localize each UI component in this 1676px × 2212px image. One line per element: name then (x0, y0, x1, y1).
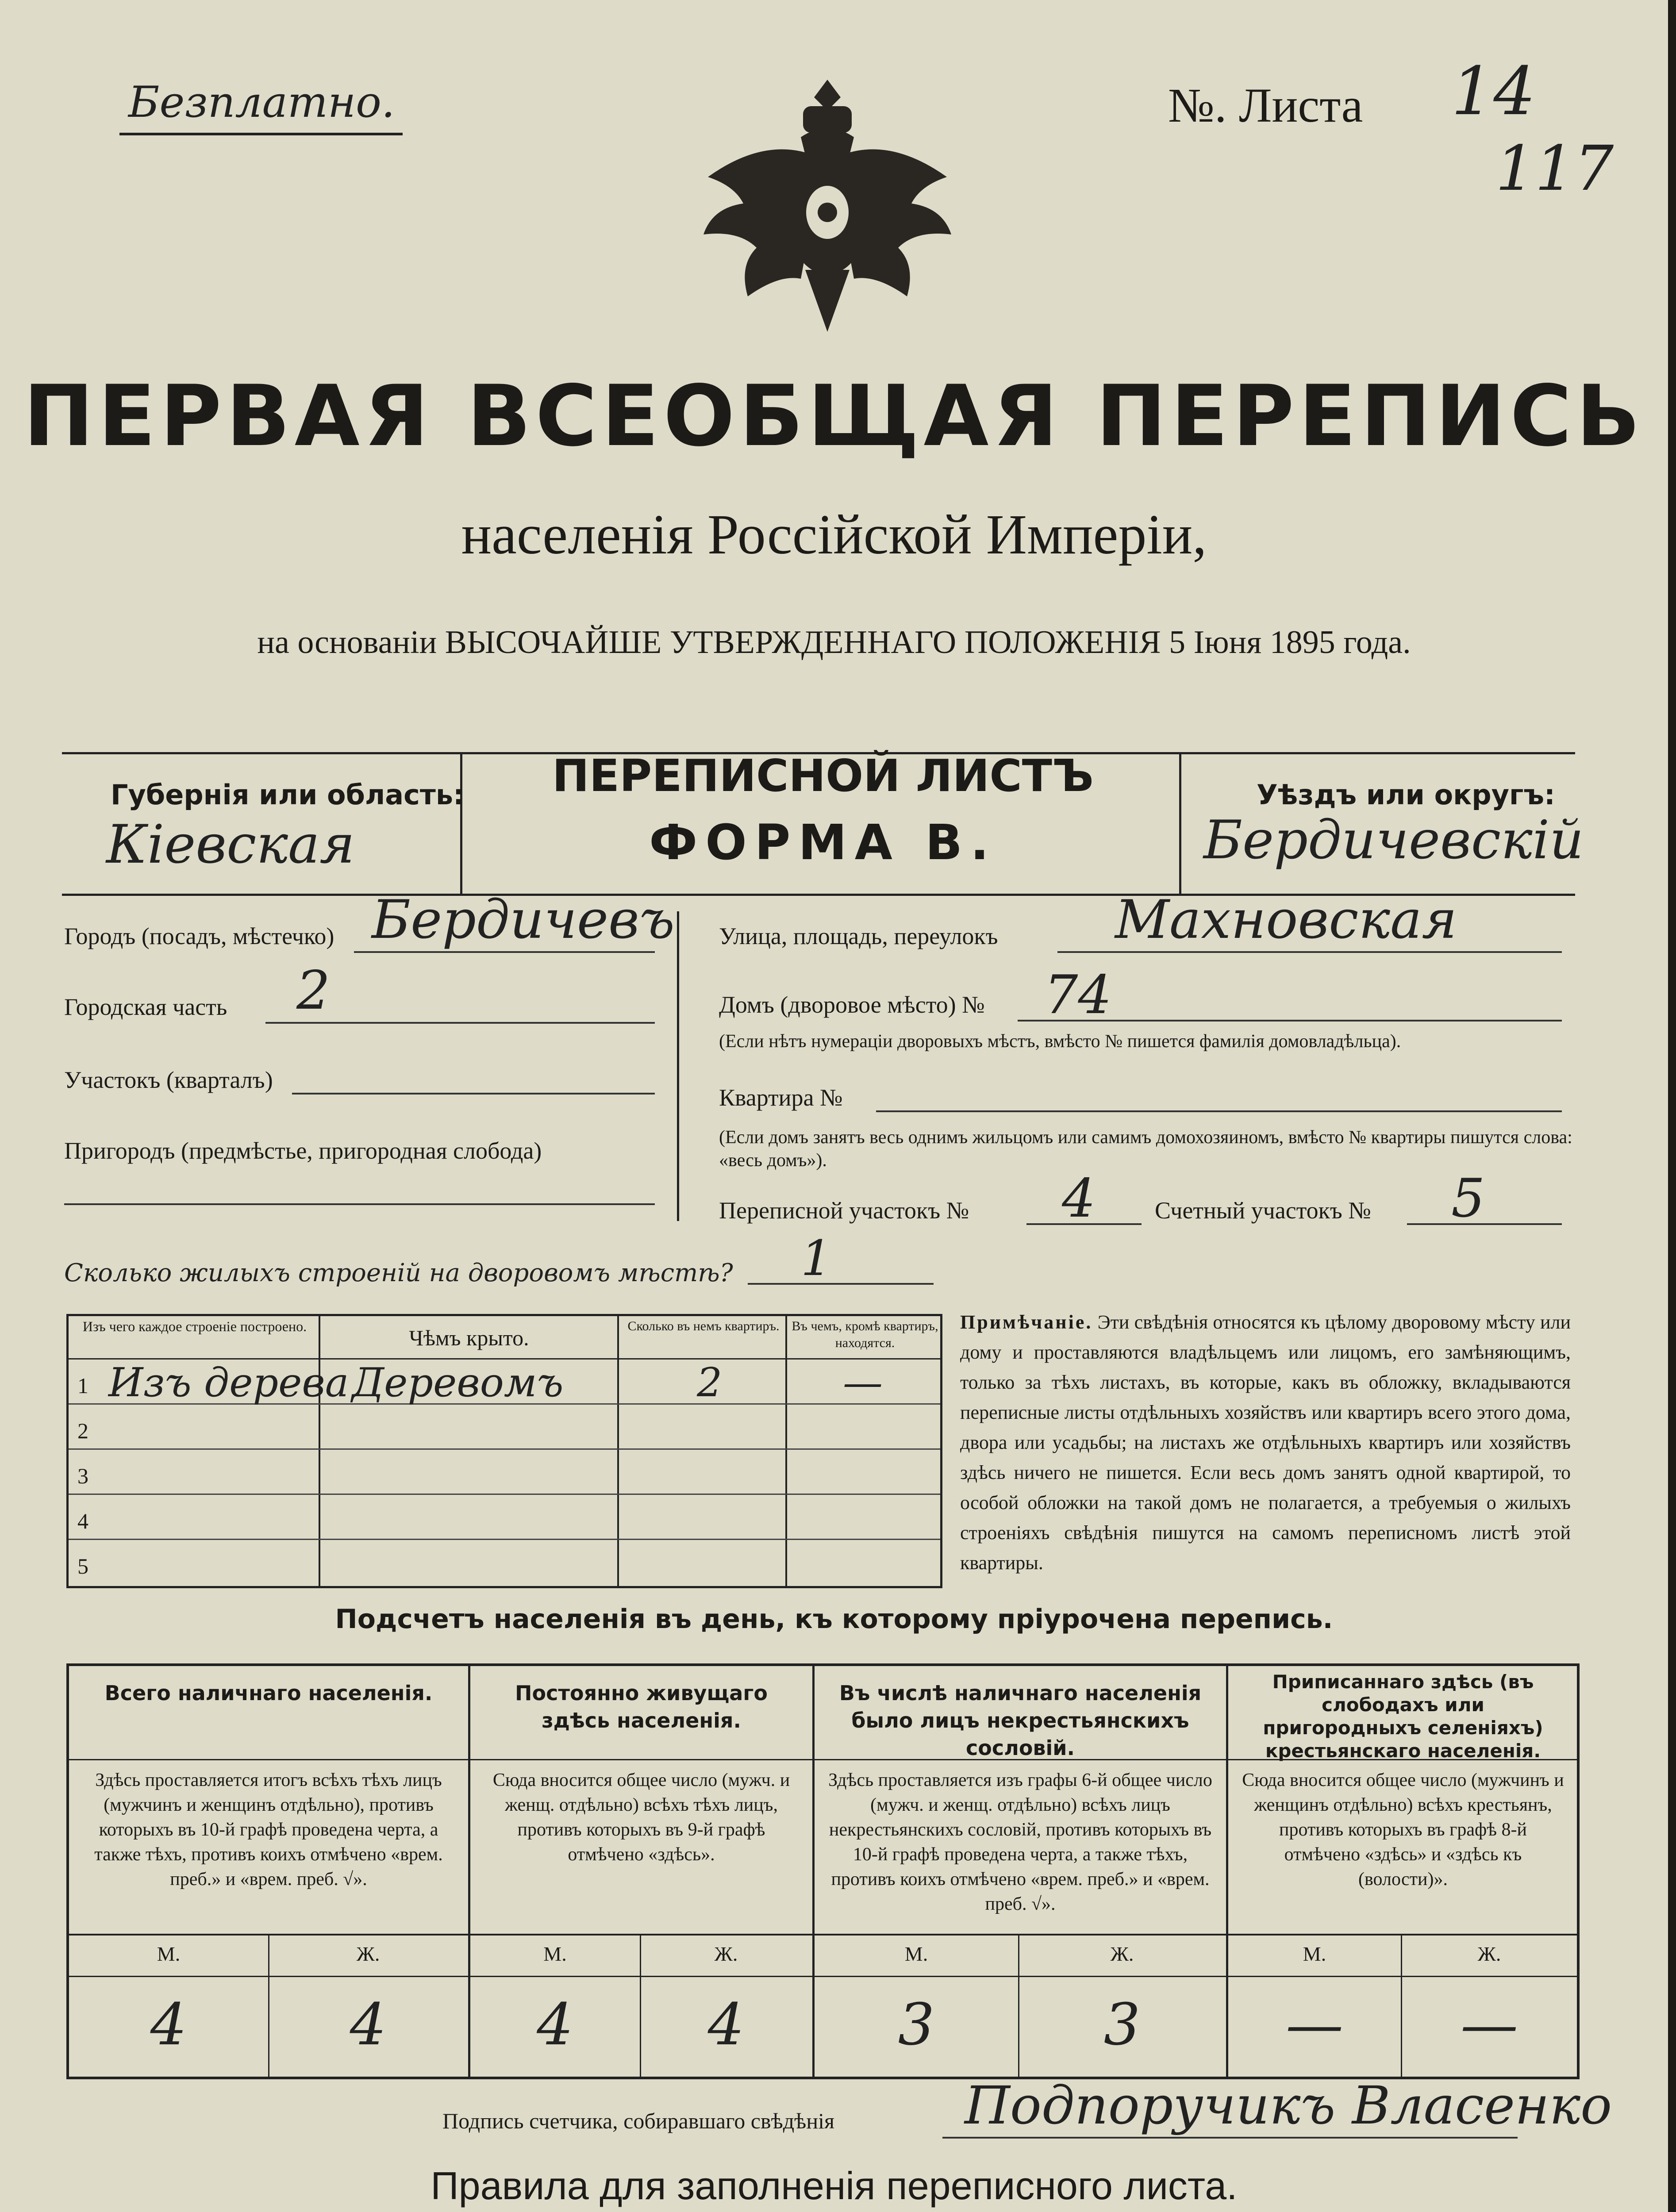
pt-col4-text: Сюда вносится общее число (мужчинъ и женщинъ отдѣльно) всѣхъ крестьянъ, противъ которыхъ въ графѣ 8-й отмѣчено «здѣсь» и «здѣсь къ (волости)». (1242, 1770, 1564, 1889)
count-area-line (1407, 1223, 1562, 1225)
archive-number: 117 (1495, 133, 1614, 205)
apartment-label: Квартира № (719, 1084, 843, 1111)
table-row (69, 1495, 940, 1540)
bt-head-other: Въ чемъ, кромѣ квартиръ, находятся. (792, 1319, 938, 1350)
pt-col1-text: Здѣсь проставляется итогъ всѣхъ тѣхъ лицъ (мужчинъ и женщинъ отдѣльно), противъ которыхъ въ 10-й графѣ проведена черта, а также тѣхъ, противъ коихъ отмѣчено «врем. преб.» и «врем. преб. √». (94, 1770, 443, 1889)
bt-head-material: Изъ чего каждое строеніе построено. (82, 1318, 307, 1334)
pt-col2-text: Сюда вносится общее число (мужч. и женщ. отдѣльно) всѣхъ тѣхъ лицъ, противъ которыхъ въ 9-й графѣ отмѣчено «здѣсь». (492, 1770, 790, 1865)
pt-col1-m-label: М. (157, 1943, 181, 1965)
city-part-label: Городская часть (64, 994, 227, 1020)
signature-value: Подпоручикъ Власенко (965, 2075, 1612, 2136)
buildings-question: Сколько жилыхъ строеній на дворовомъ мѣстѣ? (64, 1259, 733, 1287)
census-area-label: Переписной участокъ № (719, 1197, 969, 1224)
address-divider (677, 911, 679, 1221)
bt-head-roof: Чѣмъ крыто. (409, 1325, 529, 1350)
count-area-label: Счетный участокъ № (1155, 1197, 1371, 1224)
bt-apartments-value: 2 (697, 1359, 723, 1406)
form-box-right-divider (1179, 752, 1181, 894)
pt-mf-rule (69, 1976, 1578, 1977)
apartment-line (876, 1110, 1562, 1112)
province-label: Губернія или область: (111, 779, 464, 811)
pt-col2-heading: Постоянно живущаго здѣсь населенія. (515, 1681, 768, 1732)
document-subtitle: населенія Россійской Имперіи, (461, 503, 1207, 566)
house-value: 74 (1044, 964, 1112, 1026)
bt-head-apartments: Сколько въ немъ квартиръ. (627, 1319, 780, 1333)
pt-col3-m-value: 3 (898, 1991, 935, 2058)
pt-col1-m-value: 4 (150, 1991, 187, 2058)
population-table (66, 1663, 1580, 2079)
bt-material-value: Изъ дерева (108, 1359, 349, 1406)
signature-label: Подпись счетчика, собиравшаго свѣдѣнія (442, 2108, 834, 2133)
house-line (1018, 1020, 1562, 1022)
pt-col2-f-value: 4 (707, 1991, 745, 2058)
census-area-line (1026, 1223, 1142, 1225)
pt-col3-f-value: 3 (1103, 1991, 1141, 2058)
sheet-no-value: 14 (1451, 53, 1536, 130)
form-box-left-divider (460, 752, 462, 894)
pt-col3-m-label: М. (904, 1943, 928, 1965)
street-line (1057, 951, 1562, 953)
form-title: ПЕРЕПИСНОЙ ЛИСТЪ (552, 750, 1094, 802)
pt-col3-text: Здѣсь проставляется изъ графы 6-й общее число (мужч. и женщ. отдѣльно) всѣхъ лицъ некрестьянскихъ сословій, противъ которыхъ въ 10-й графѣ проведена черта, а также тѣхъ, противъ коихъ отмѣчено «врем. преб.» и «врем. преб. √». (828, 1770, 1212, 1914)
bt-row-number: 4 (77, 1509, 88, 1533)
bt-row-number: 5 (77, 1554, 88, 1578)
pt-col4-m-label: М. (1303, 1943, 1326, 1965)
pt-col3-heading: Въ числѣ наличнаго населенія было лицъ некрестьянскихъ сословій. (839, 1681, 1202, 1760)
bt-row-number: 2 (77, 1418, 88, 1443)
city-line (354, 951, 655, 953)
pt-col2-f-label: Ж. (714, 1943, 738, 1965)
bt-row-number: 1 (77, 1373, 88, 1398)
note-text: Эти свѣдѣнія относятся къ цѣлому дворовому мѣсту или дому и проставляются владѣльцемъ или лицомъ, его замѣняющимъ, только за тѣхъ листахъ, въ которые, какъ въ обложку, вкладываются переписные листы отдѣльныхъ хозяйствъ или квартиръ всего этого дома, двора или усадьбы; на листахъ же отдѣльныхъ квартиръ или хозяйствъ здѣсь ничего не пишется. Если весь домъ занятъ одной квартирой, то особой обложки на такой домъ не полагается, а требуемыя о жилыхъ строеніяхъ свѣдѣнія пишутся на самомъ переписномъ листѣ этой квартиры. (960, 1311, 1571, 1574)
free-underline (119, 133, 403, 135)
buildings-table (66, 1314, 942, 1588)
suburb-label: Пригородъ (предмѣстье, пригородная слобода) (64, 1137, 542, 1164)
note-title: Примѣчаніе. (960, 1311, 1093, 1333)
precinct-line (292, 1093, 655, 1094)
table-row (69, 1540, 940, 1585)
street-label: Улица, площадь, переулокъ (719, 923, 998, 949)
province-value: Кіевская (106, 814, 355, 876)
table-row (69, 1405, 940, 1450)
suburb-line (64, 1203, 655, 1205)
city-value: Бердичевъ (372, 889, 675, 951)
table-row (69, 1450, 940, 1495)
bt-roof-value: Деревомъ (352, 1359, 564, 1406)
pt-col4-heading: Приписаннаго здѣсь (въ слободахъ или пригородныхъ селеніяхъ) крестьянскаго населенія. (1263, 1671, 1543, 1762)
legal-basis: на основаніи ВЫСОЧАЙШЕ УТВЕРЖДЕННАГО ПОЛОЖЕНІЯ 5 Іюня 1895 года. (257, 624, 1411, 661)
signature-line (942, 2137, 1518, 2139)
document-title: ПЕРВАЯ ВСЕОБЩАЯ ПЕРЕПИСЬ (23, 367, 1645, 465)
pt-col4-m-value: — (1286, 1991, 1343, 2058)
district-label: Уѣздъ или округъ: (1257, 779, 1555, 811)
house-note: (Если нѣтъ нумераціи дворовыхъ мѣстъ, вмѣсто № пишется фамилія домовладѣльца). (719, 1031, 1401, 1052)
buildings-answer: 1 (801, 1230, 832, 1286)
pt-col4-f-value: — (1461, 1991, 1518, 2058)
form-letter: ФОРМА В. (649, 814, 997, 871)
bt-other-value: — (843, 1359, 883, 1406)
buildings-note (960, 1307, 1571, 1578)
bt-body (69, 1359, 940, 1586)
city-label: Городъ (посадъ, мѣстечко) (64, 923, 334, 949)
count-area-value: 5 (1451, 1168, 1485, 1229)
district-value: Бердичевскій (1203, 810, 1584, 871)
city-part-line (265, 1022, 655, 1024)
city-part-value: 2 (296, 960, 331, 1022)
free-label: Безплатно. (128, 77, 395, 127)
sheet-no-label: №. Листа (1168, 78, 1363, 132)
street-value: Махновская (1115, 889, 1457, 951)
pt-col4-f-label: Ж. (1477, 1943, 1501, 1965)
pt-col1-heading: Всего наличнаго населенія. (104, 1681, 433, 1705)
table-row (69, 1359, 940, 1405)
pt-col2-m-label: М. (543, 1943, 567, 1965)
house-label: Домъ (дворовое мѣсто) № (719, 991, 985, 1018)
bt-row-number: 3 (77, 1463, 88, 1488)
pt-col2-m-value: 4 (537, 1991, 573, 2058)
imperial-eagle-emblem (690, 71, 965, 345)
census-area-value: 4 (1062, 1168, 1096, 1229)
precinct-label: Участокъ (кварталъ) (64, 1067, 273, 1093)
rules-title: Правила для заполненія переписного листа. (431, 2164, 1238, 2208)
pt-col1-f-label: Ж. (356, 1943, 380, 1965)
pt-col1-f-value: 4 (350, 1991, 387, 2058)
pt-col3-f-label: Ж. (1110, 1943, 1134, 1965)
buildings-answer-line (748, 1283, 934, 1285)
population-title: Подсчетъ населенія въ день, къ которому пріурочена перепись. (335, 1604, 1333, 1635)
pt-text-rule (69, 1934, 1578, 1936)
apartment-note: (Если домъ занятъ весь однимъ жильцомъ или самимъ домохозяиномъ, вмѣсто № квартиры пишутся слова: «весь домъ»). (719, 1127, 1572, 1171)
